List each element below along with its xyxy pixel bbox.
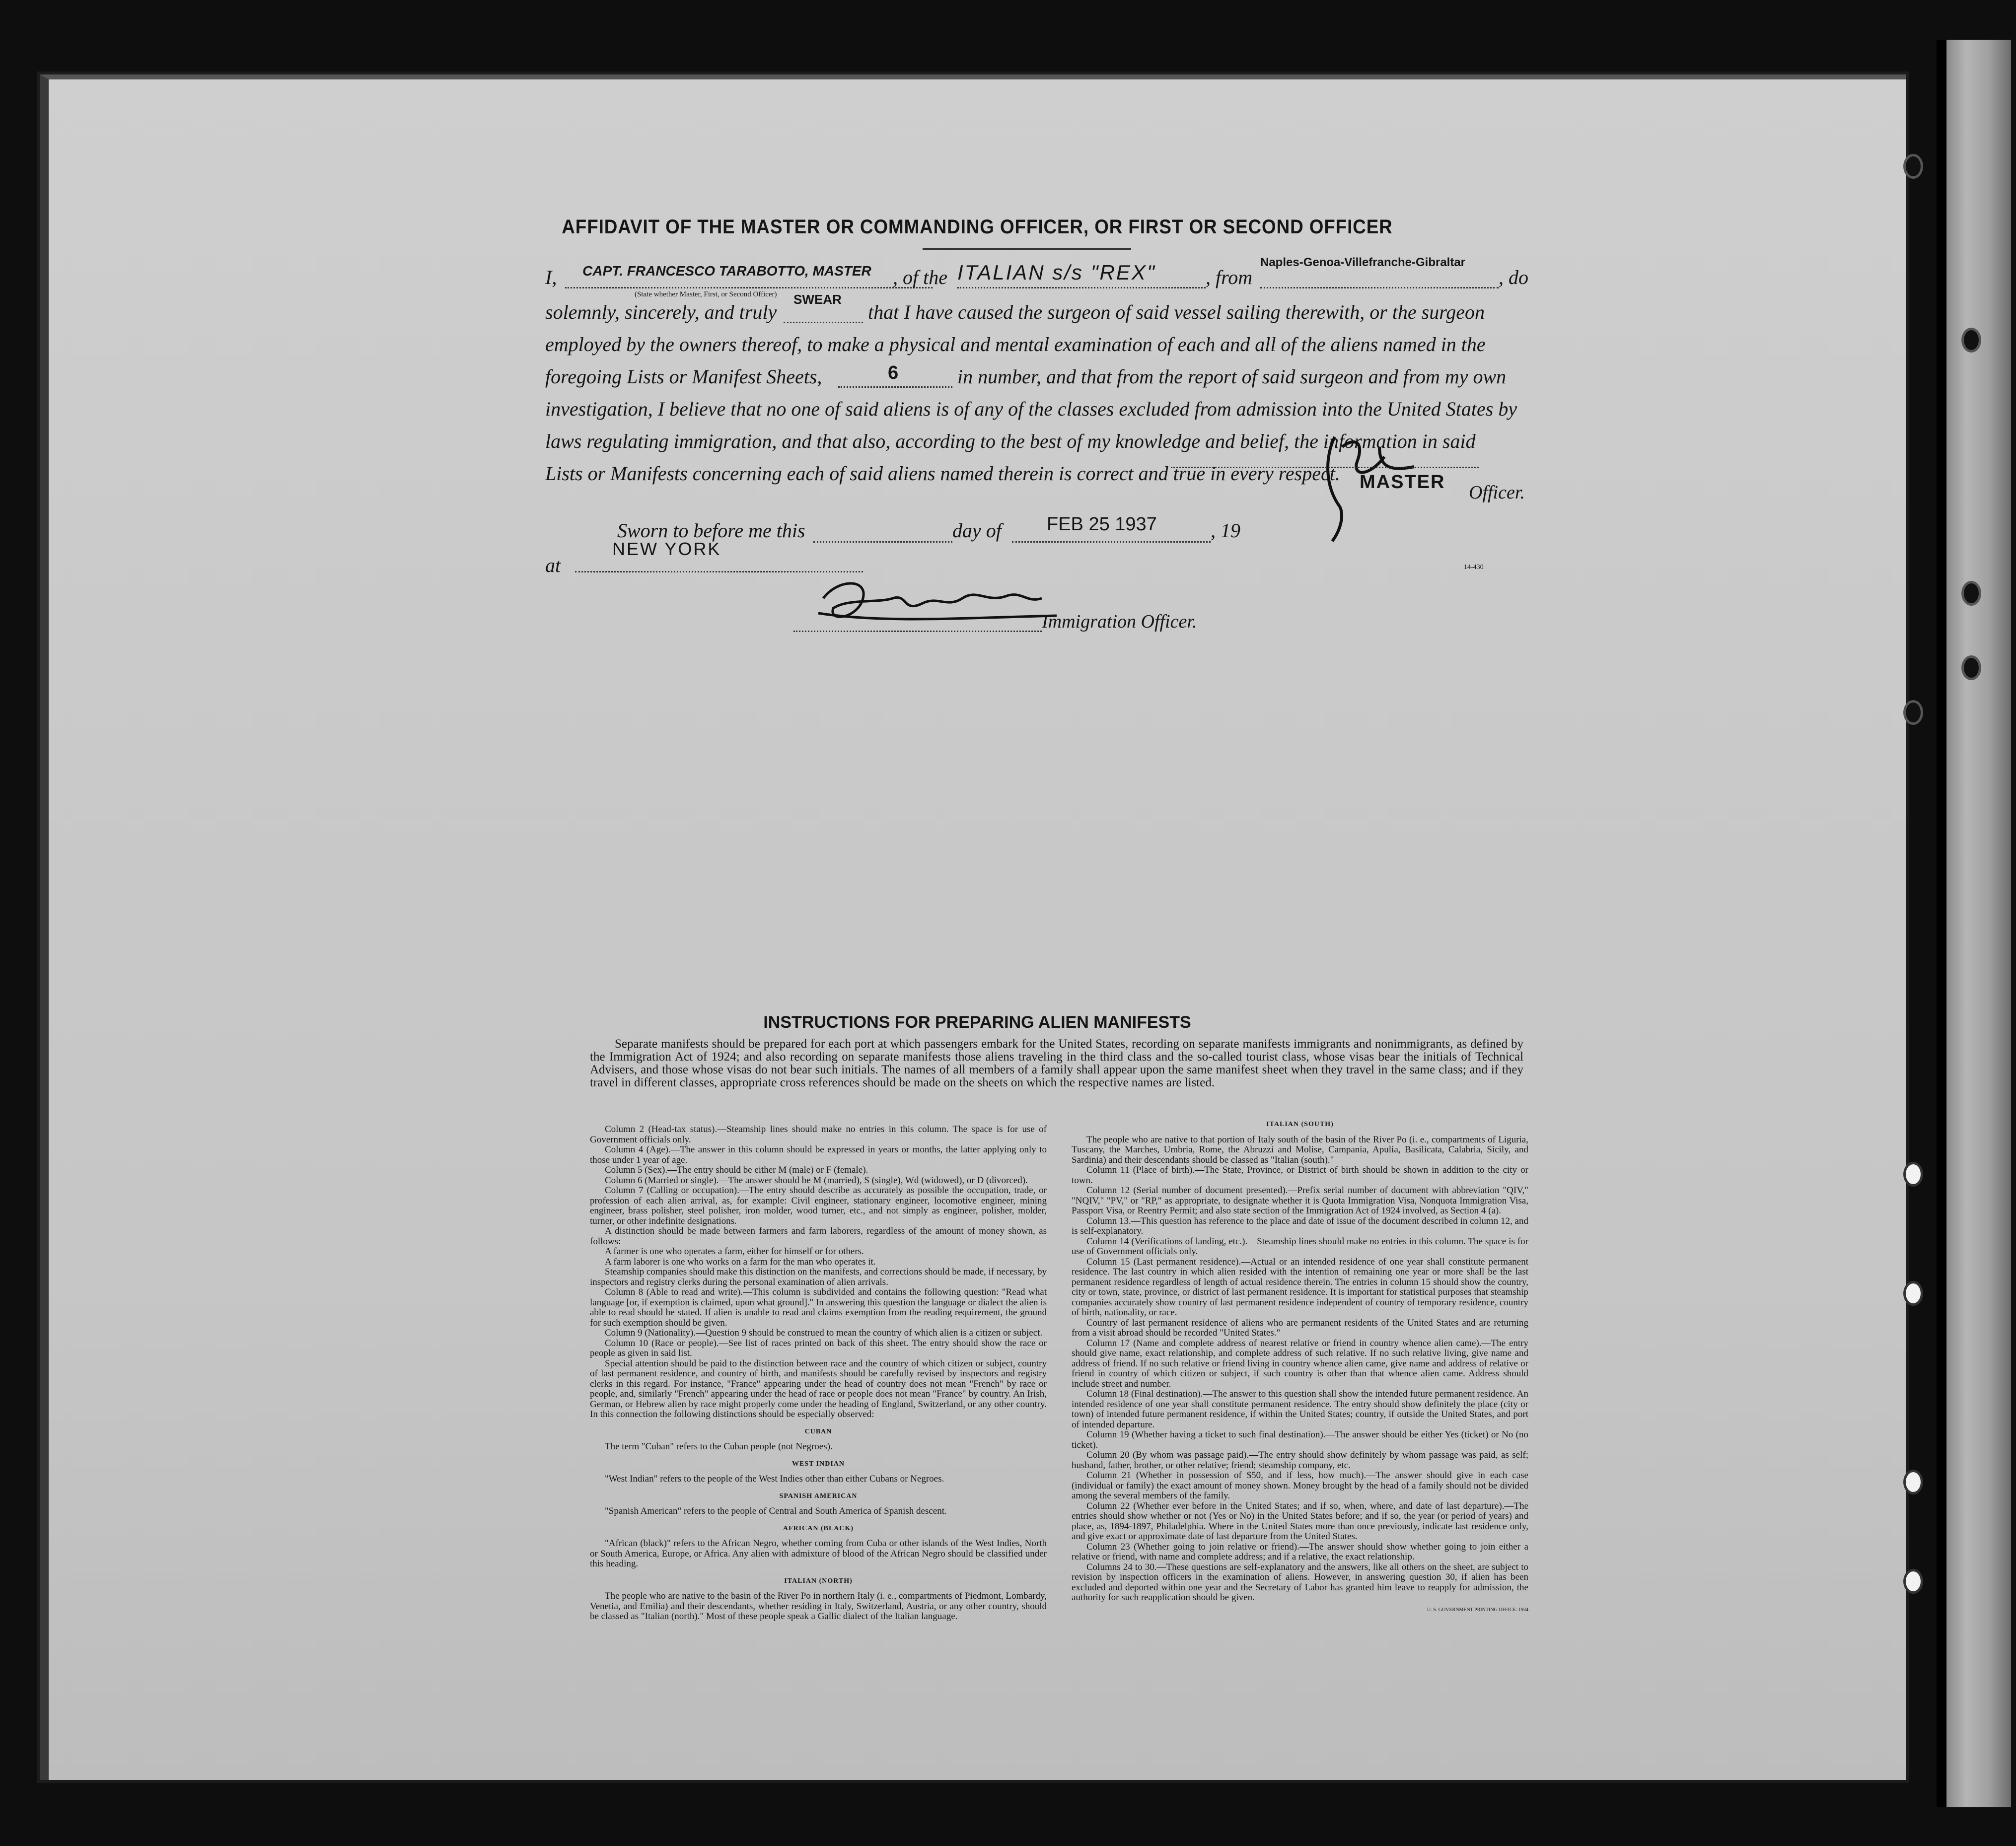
instructions-left-column bbox=[590, 1125, 1047, 1622]
right-col-paragraph: Column 18 (Final destination).—The answer to this question shall show the intended future permanent residence. An intended residence of one year shall constitute permanent residence. The entry should show definitely the place (city or town) of intended future permanent residence, if within the United States; country, if outside the United States, and port of intended departure. bbox=[1072, 1389, 1528, 1430]
printer-imprint: U. S. GOVERNMENT PRINTING OFFICE: 1934 bbox=[1427, 1607, 1528, 1613]
heading-african-black: AFRICAN (BLACK) bbox=[783, 1524, 854, 1532]
master-name-line bbox=[565, 287, 933, 288]
right-col-paragraph: Columns 24 to 30.—These questions are self-explanatory and the answers, like all others on the sheet, are subject to revision by inspection officers in the examination of aliens. However, in answering question 30, if alien has been excluded and deported within one year and the Secretary of Labor has granted him leave to reapply for admission, the authority for such reapplication should be given. bbox=[1072, 1562, 1528, 1603]
binder-hole bbox=[1903, 154, 1923, 179]
from-label: , from bbox=[1206, 266, 1253, 288]
right-col-paragraph: Column 14 (Verifications of landing, etc.).—Steamship lines should make no entries in this column. The space is for use of Government officials only. bbox=[1072, 1236, 1528, 1257]
edge-shadow bbox=[1937, 40, 1946, 1807]
vessel-line bbox=[957, 287, 1206, 288]
affidavit-line-3: employed by the owners thereof, to make a physical and mental examination of each and all of the aliens named in the bbox=[545, 333, 1486, 355]
instructions-right-column bbox=[1072, 1120, 1528, 1615]
of-the-label: , of the bbox=[893, 266, 947, 288]
form-number: 14-430 bbox=[1464, 564, 1484, 571]
spanish-american-text: "Spanish American" refers to the people of Central and South America of Spanish descent. bbox=[605, 1506, 947, 1516]
left-col-paragraph: Column 5 (Sex).—The entry should be either M (male) or F (female). bbox=[605, 1165, 868, 1175]
right-col-paragraph: Column 21 (Whether in possession of $50, and if less, how much).—The answer should give in each case (individual or family) the exact amount of money shown. Money brought by the head of a family should not be divided among the several members of the family. bbox=[1072, 1470, 1528, 1501]
right-col-paragraph: Country of last permanent residence of aliens who are permanent residents of the United States and are returning from a visit abroad should be recorded "United States." bbox=[1072, 1317, 1528, 1338]
right-col-paragraph: Column 17 (Name and complete address of nearest relative or friend in country whence alien came).—The entry should give name, exact relationship, and complete address of such relative. If no such relative living, give name and address of friend. If no such relative or friend living in country whence alien came, give name and address of relative or friend in country of which citizen or subject, if such country is other than that whence alien came. Address should include street and number. bbox=[1072, 1338, 1528, 1389]
right-col-paragraph: The people who are native to that portion of Italy south of the basin of the River Po (i. e., compartments of Liguria, Tuscany, the Marches, Umbria, Rome, the Abruzzi and Molise, Campania, Apulia, Basilicata, Calabria, Sicily, and Sardinia) and their descendants should be classed as "Italian (south)." bbox=[1072, 1134, 1528, 1165]
cuban-text: The term "Cuban" refers to the Cuban people (not Negroes). bbox=[605, 1441, 833, 1452]
ports-line bbox=[1260, 287, 1499, 288]
right-col-paragraph: Column 22 (Whether ever before in the United States; and if so, when, where, and date of last departure).—The entries should show whether or not (Yes or No) in the United States before; and if so, the year (or period of years) and place, as, 1894-1897, Philadelphia. Where in the United States more than once previously, indicate last residence only, and give exact or approximate date of last departure from the United States. bbox=[1072, 1500, 1528, 1542]
left-col-paragraph: Column 4 (Age).—The answer in this column should be expressed in years or months, the latter applying only to those under 1 year of age. bbox=[590, 1144, 1047, 1165]
left-col-paragraph: Column 2 (Head-tax status).—Steamship lines should make no entries in this column. The space is for use of Government officials only. bbox=[590, 1124, 1047, 1145]
sworn-place: NEW YORK bbox=[612, 539, 721, 559]
affidavit-line-7: Lists or Manifests concerning each of said aliens named therein is correct and true in every respect. bbox=[545, 462, 1340, 485]
right-col-paragraph: Column 11 (Place of birth).—The State, Province, or District of birth should be shown in addition to the city or town. bbox=[1072, 1165, 1528, 1186]
heading-west-indian: WEST INDIAN bbox=[792, 1460, 845, 1468]
affidavit-i: I, bbox=[545, 266, 557, 288]
instructions-title: INSTRUCTIONS FOR PREPARING ALIEN MANIFESTS bbox=[763, 1013, 1191, 1032]
title-rule bbox=[923, 248, 1131, 250]
affidavit-line-2a: solemnly, sincerely, and truly bbox=[545, 301, 777, 323]
oath-word: SWEAR bbox=[793, 292, 842, 307]
binder-hole bbox=[1961, 328, 1981, 353]
binder-hole bbox=[1903, 1569, 1923, 1594]
sheet-count-line bbox=[838, 386, 952, 388]
binder-hole bbox=[1961, 655, 1981, 680]
right-col-paragraph: Column 23 (Whether going to join relative or friend).—The answer should show whether going to join either a relative or friend, with name and complete address; and if a relative, the exact relationship. bbox=[1072, 1541, 1528, 1562]
heading-spanish-american: SPANISH AMERICAN bbox=[779, 1492, 858, 1500]
sworn-date: FEB 25 1937 bbox=[1047, 514, 1157, 535]
immigration-officer-label: Immigration Officer. bbox=[1042, 611, 1197, 632]
left-col-paragraph: Steamship companies should make this distinction on the manifests, and corrections should be made, if necessary, by inspectors and registry clerks during the personal examination of alien arrivals. bbox=[590, 1267, 1047, 1287]
sheet-count: 6 bbox=[888, 362, 899, 383]
left-col-paragraph: A farm laborer is one who works on a farm for the man who operates it. bbox=[605, 1256, 876, 1267]
left-col-paragraph: Special attention should be paid to the distinction between race and the country of which citizen or subject, country of last permanent residence, and country of birth, and manifests should be carefully revised by inspectors and registry clerks in this regard. For instance, "France" appearing under the head of country does not mean "French" by race or people, and, similarly "French" appearing under the head of race or people does not mean "France" by country. An Irish, German, or Hebrew alien by race might properly come under the heading of England, Switzerland, or any other country. In this connection the following distinctions should be especially observed: bbox=[590, 1358, 1047, 1420]
vessel-name: ITALIAN s/s "REX" bbox=[957, 261, 1156, 284]
binder-hole bbox=[1903, 1281, 1923, 1306]
left-col-paragraph: Column 8 (Able to read and write).—This column is subdivided and contains the following question: "Read what language [or, if exemption is claimed, upon what ground]." In answering this question the language or dialect the alien is able to read should be stated. If alien is unable to read and claims exemption from the reading requirement, the ground for such exemption should be given. bbox=[590, 1287, 1047, 1328]
day-of-label: day of bbox=[952, 519, 1002, 542]
right-col-paragraph: Column 15 (Last permanent residence).—Actual or an intended residence of one year shall constitute permanent residence. The last country in which alien resided with the intention of remaining one year or more shall be the last permanent residence regardless of length of actual residence therein. The entries in column 15 should show the country, city or town, state, province, or district of last permanent residence. It is important for statistical purposes that steamship companies accurately show country of last permanent residence independent of country of temporary residence, country of birth, nationality, or race. bbox=[1072, 1256, 1528, 1318]
right-col-paragraph: Column 12 (Serial number of document presented).—Prefix serial number of document with abbreviation "QIV," "NQIV," "PV," or "RP," as appropriate, to designate whether it is Quota Immigration Visa, Nonquota Immigration Visa, Passport Visa, or Reentry Permit; and also state section of the Immigration Act of 1924 involved, as Section 4 (a). bbox=[1072, 1185, 1528, 1216]
at-label: at bbox=[545, 554, 561, 576]
heading-cuban: CUBAN bbox=[804, 1427, 832, 1435]
sworn-label: Sworn to before me this bbox=[617, 519, 805, 542]
west-indian-text: "West Indian" refers to the people of the West Indies other than either Cubans or Negroes. bbox=[605, 1474, 944, 1484]
italian-north-text: The people who are native to the basin of the River Po in northern Italy (i. e., compartments of Piedmont, Lombardy, Venetia, and Emilia) and their descendants, whether residing in Italy, Switzerland, Austria, or any other country, should be classed as "Italian (north)." Most of these people speak a Gallic dialect of the Italian language. bbox=[590, 1591, 1047, 1622]
right-col-paragraph: Column 19 (Whether having a ticket to such final destination).—The answer should be either Yes (ticket) or No (no ticket). bbox=[1072, 1429, 1528, 1450]
immigration-signature-line bbox=[793, 631, 1042, 632]
signer-title: MASTER bbox=[1360, 472, 1445, 493]
right-col-paragraph: Column 20 (By whom was passage paid).—The entry should show definitely by whom passage was paid, as self; husband, father, brother, or other relative; friend; steamship company, etc. bbox=[1072, 1450, 1528, 1471]
affidavit-line-4b: in number, and that from the report of said surgeon and from my own bbox=[957, 365, 1507, 388]
binder-hole bbox=[1903, 1470, 1923, 1494]
sworn-date-line bbox=[1012, 541, 1211, 543]
manifest-page bbox=[40, 74, 1906, 1780]
heading-italian-south: ITALIAN (SOUTH) bbox=[1266, 1121, 1334, 1128]
immigration-officer-signature bbox=[808, 568, 1067, 638]
binder-hole bbox=[1903, 1162, 1923, 1187]
binder-hole bbox=[1903, 700, 1923, 725]
left-col-paragraph: Column 9 (Nationality).—Question 9 should be construed to mean the country of which alien is a citizen or subject. bbox=[605, 1328, 1043, 1338]
year-prefix: , 19 bbox=[1211, 519, 1240, 542]
master-name: CAPT. FRANCESCO TARABOTTO, MASTER bbox=[582, 263, 871, 279]
african-black-text: "African (black)" refers to the African Negro, whether coming from Cuba or other islands of the West Indies, North or South America, Europe, or Africa. Any alien with admixture of blood of the African Negro should be classified under this heading. bbox=[590, 1538, 1047, 1569]
state-note: (State whether Master, First, or Second Officer) bbox=[635, 290, 777, 298]
do-label: , do bbox=[1499, 266, 1528, 288]
affidavit-line-2b: that I have caused the surgeon of said vessel sailing therewith, or the surgeon bbox=[868, 301, 1485, 323]
affidavit-line-6: laws regulating immigration, and that also, according to the best of my knowledge and belief, the information in said bbox=[545, 430, 1476, 452]
affidavit-line-5: investigation, I believe that no one of said aliens is of any of the classes excluded from admission into the United States by bbox=[545, 398, 1517, 420]
sworn-day-line bbox=[813, 541, 952, 543]
officer-label: Officer. bbox=[1469, 482, 1525, 503]
affidavit-line-4a: foregoing Lists or Manifest Sheets, bbox=[545, 365, 822, 388]
heading-italian-north: ITALIAN (NORTH) bbox=[784, 1577, 853, 1585]
signature-line bbox=[1171, 467, 1479, 468]
left-col-paragraph: Column 10 (Race or people).—See list of races printed on back of this sheet. The entry should show the race or people as given in said list. bbox=[590, 1338, 1047, 1358]
ports-of-embarkation: Naples-Genoa-Villefranche-Gibraltar bbox=[1260, 256, 1466, 269]
instructions-intro: Separate manifests should be prepared for each port at which passengers embark for the United States, recording on separate manifests immigrants and nonimmigrants, as defined by the Immigration Act of 1924; and also recording on separate manifests those aliens traveling in the third class and the so-called tourist class, whose visas bear the initials of Technical Advisers, and those whose visas do not bear such initials. The names of all members of a family shall appear upon the same manifest sheet when they travel in the same class; and if they travel in different classes, appropriate cross references should be made on the sheets on which the respective names are listed. bbox=[590, 1037, 1523, 1089]
left-col-paragraph: A farmer is one who operates a farm, either for himself or for others. bbox=[605, 1246, 864, 1257]
left-col-paragraph: A distinction should be made between farmers and farm laborers, regardless of the amount of money shown, as follows: bbox=[590, 1226, 1047, 1247]
adjacent-page-edge bbox=[1937, 40, 2011, 1807]
binder-hole bbox=[1961, 581, 1981, 606]
right-col-paragraph: Column 13.—This question has reference to the place and date of issue of the document described in column 12, and is self-explanatory. bbox=[1072, 1215, 1528, 1236]
oath-line bbox=[784, 322, 863, 323]
left-col-paragraph: Column 7 (Calling or occupation).—The entry should describe as accurately as possible the occupation, trade, or profession of each alien arrival, as, for example: Civil engineer, stationary engineer, locomotive engineer, mining engineer, brass polisher, steel polisher, iron molder, wood turner, etc., and not simply as engineer, polisher, molder, turner, or other indefinite designations. bbox=[590, 1185, 1047, 1226]
affidavit-title: AFFIDAVIT OF THE MASTER OR COMMANDING OFFICER, OR FIRST OR SECOND OFFICER bbox=[562, 216, 1393, 238]
left-col-paragraph: Column 6 (Married or single).—The answer should be M (married), S (single), Wd (widowed), or D (divorced). bbox=[605, 1175, 1028, 1186]
